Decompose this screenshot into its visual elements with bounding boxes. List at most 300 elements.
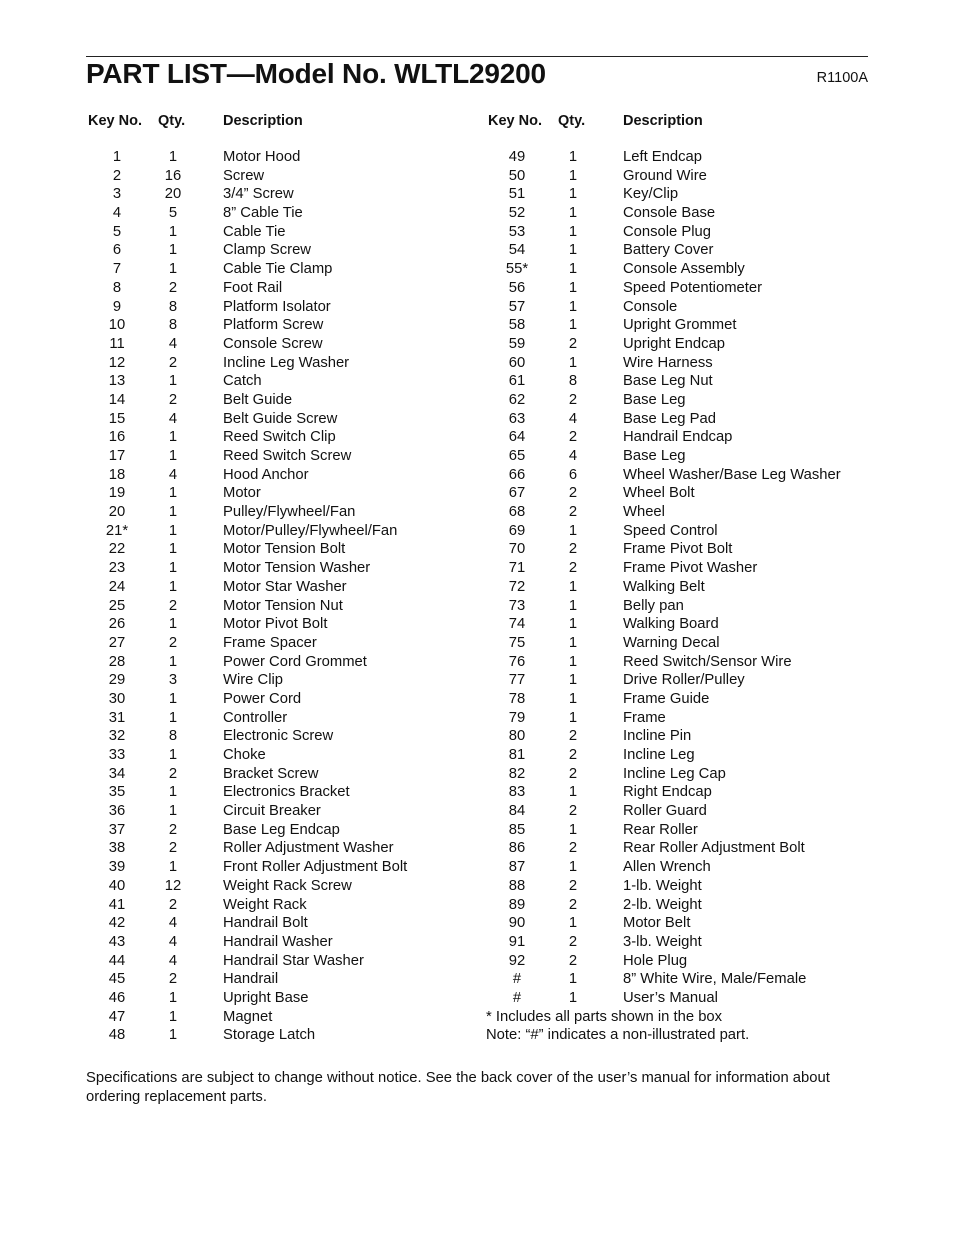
key-no-cell: 50 [508,167,526,184]
description-cell: Console Screw [223,335,323,352]
qty-cell: 1 [568,672,578,689]
qty-cell: 4 [168,915,178,932]
description-cell: Right Endcap [623,784,712,801]
key-no-cell: 35 [108,784,126,801]
description-cell: Motor/Pulley/Flywheel/Fan [223,522,398,539]
parts-rows-right [486,149,876,1009]
description-cell: Magnet [223,1008,273,1025]
part-row [86,934,476,953]
key-no-cell: 58 [508,317,526,334]
part-row [486,579,876,598]
qty-cell: 1 [568,149,578,165]
part-row [86,355,476,374]
key-no-cell: 54 [508,242,526,259]
qty-cell: 2 [568,877,578,894]
description-cell: Motor Pivot Bolt [223,616,328,633]
key-no-cell: 41 [108,896,126,913]
key-no-cell: 33 [108,747,126,763]
part-row [486,747,876,766]
qty-cell: 6 [568,466,578,483]
key-no-cell: 68 [508,504,526,521]
qty-cell: 1 [168,1008,178,1025]
part-row [86,635,476,654]
part-row [486,803,876,822]
key-no-cell: 15 [108,410,126,427]
description-cell: Roller Adjustment Washer [223,840,394,857]
key-no-cell: 45 [108,971,126,988]
description-cell: Walking Board [623,616,719,633]
key-no-cell: 52 [508,205,526,222]
key-no-cell: 87 [508,859,526,876]
description-cell: 3-lb. Weight [623,933,702,950]
qty-cell: 1 [168,747,178,763]
description-cell: Wheel Bolt [623,485,695,502]
part-row [86,168,476,187]
part-row [86,523,476,542]
description-header: Description [223,113,303,129]
key-no-cell: 59 [508,335,526,352]
parts-column-left [86,113,476,1046]
description-cell: Incline Leg Washer [223,354,350,371]
key-no-cell: 5 [112,223,122,240]
key-no-cell: 46 [108,989,126,1006]
key-no-cell: 9 [112,298,122,315]
description-cell: 8” Cable Tie [223,205,303,222]
qty-cell: 2 [168,896,178,913]
key-no-cell: 37 [108,821,126,838]
description-cell: Base Leg Pad [623,410,716,427]
part-row [486,541,876,560]
qty-cell: 2 [568,803,578,820]
qty-cell: 1 [168,560,178,577]
key-no-cell: 51 [508,186,526,203]
qty-cell: 8 [168,728,178,745]
part-row [86,299,476,318]
key-no-cell: 62 [508,391,526,408]
key-no-cell: 39 [108,859,126,876]
document-code: R1100A [816,70,868,86]
part-row [486,766,876,785]
qty-cell: 2 [568,896,578,913]
part-row [486,429,876,448]
key-no-cell: 3 [112,186,122,203]
qty-cell: 1 [568,205,578,222]
qty-cell: 2 [168,765,178,782]
qty-cell: 2 [168,391,178,408]
qty-cell: 1 [168,709,178,726]
qty-cell: 1 [168,242,178,259]
key-no-cell: 25 [108,597,126,614]
description-cell: Frame Spacer [223,634,317,651]
description-cell: Belly pan [623,597,684,614]
description-cell: Motor Tension Nut [223,597,343,614]
qty-cell: 8 [168,317,178,334]
description-cell: Clamp Screw [223,242,311,259]
qty-cell: 2 [168,840,178,857]
description-cell: Handrail Star Washer [223,952,364,969]
part-row [86,915,476,934]
qty-cell: 2 [168,634,178,651]
key-no-cell: 47 [108,1008,126,1025]
non-illustrated-note: Note: “#” indicates a non-illustrated part. [486,1027,750,1044]
qty-header: Qty. [158,113,186,129]
column-header [86,113,476,133]
qty-cell: 1 [168,485,178,502]
qty-cell: 1 [568,859,578,876]
key-no-cell: 72 [508,578,526,595]
key-no-cell: 73 [508,597,526,614]
part-row [86,598,476,617]
key-no-cell: 81 [508,747,526,763]
qty-cell: 1 [168,616,178,633]
part-row [86,859,476,878]
description-cell: Wheel Washer/Base Leg Washer [623,466,841,483]
column-header [486,113,876,133]
part-row [86,411,476,430]
description-cell: Console [623,298,678,315]
qty-cell: 1 [568,167,578,184]
qty-cell: 1 [168,448,178,464]
description-cell: Drive Roller/Pulley [623,672,745,689]
key-no-cell: 18 [108,466,126,483]
qty-cell: 2 [168,821,178,838]
key-no-cell: 67 [508,485,526,502]
qty-cell: 1 [168,989,178,1006]
key-no-cell: 32 [108,728,126,745]
qty-cell: 1 [168,803,178,820]
part-row [486,373,876,392]
description-cell: Frame Guide [623,690,710,707]
qty-cell: 1 [568,317,578,334]
qty-cell: 2 [568,747,578,763]
description-cell: Wire Clip [223,672,284,689]
description-cell: Frame Pivot Bolt [623,541,733,558]
notes [486,1009,876,1046]
key-no-cell: 27 [108,634,126,651]
description-cell: Controller [223,709,288,726]
part-row [486,822,876,841]
key-no-cell: 86 [508,840,526,857]
key-no-cell: 83 [508,784,526,801]
part-row [86,224,476,243]
key-no-cell: 4 [112,205,122,222]
part-row [486,840,876,859]
description-cell: Platform Screw [223,317,324,334]
qty-cell: 4 [168,466,178,483]
description-cell: Base Leg Endcap [223,821,340,838]
part-row [86,541,476,560]
description-cell: Motor Hood [223,149,301,165]
qty-cell: 1 [568,354,578,371]
key-no-cell: 13 [108,373,126,390]
key-no-cell: 1 [112,149,122,165]
key-no-cell: 84 [508,803,526,820]
key-no-cell: 70 [508,541,526,558]
qty-cell: 4 [168,952,178,969]
qty-cell: 20 [164,186,182,203]
part-row [86,897,476,916]
part-row [86,766,476,785]
description-cell: Handrail Bolt [223,915,308,932]
part-row [486,560,876,579]
part-row [486,971,876,990]
key-no-cell: 91 [508,933,526,950]
description-cell: Handrail Endcap [623,429,733,446]
key-no-cell: 80 [508,728,526,745]
part-row [486,336,876,355]
qty-cell: 2 [568,560,578,577]
key-no-cell: 61 [508,373,526,390]
key-no-cell: 6 [112,242,122,259]
key-no-cell: 34 [108,765,126,782]
qty-cell: 2 [168,597,178,614]
part-row [86,336,476,355]
qty-cell: 2 [168,971,178,988]
key-no-cell: 77 [508,672,526,689]
qty-cell: 2 [568,391,578,408]
key-no-header: Key No. [488,113,542,129]
part-row [86,822,476,841]
key-no-cell: 71 [508,560,526,577]
description-cell: Hole Plug [623,952,688,969]
part-row [486,261,876,280]
description-cell: 1-lb. Weight [623,877,702,894]
key-no-cell: 20 [108,504,126,521]
part-row [486,205,876,224]
qty-cell: 1 [568,298,578,315]
description-cell: Warning Decal [623,634,720,651]
description-cell: Console Base [623,205,716,222]
footer-text: Specifications are subject to change without notice. See the back cover of the user’s manual for information about ordering replacement parts. [86,1070,830,1105]
part-row [486,299,876,318]
part-row [86,149,476,168]
part-row [86,803,476,822]
description-cell: Pulley/Flywheel/Fan [223,504,356,521]
qty-cell: 2 [568,952,578,969]
qty-cell: 1 [568,653,578,670]
qty-cell: 1 [568,242,578,259]
key-no-cell: 30 [108,690,126,707]
description-cell: Incline Leg [623,747,695,763]
description-cell: User’s Manual [623,989,718,1006]
qty-cell: 1 [168,859,178,876]
description-cell: Speed Control [623,522,718,539]
part-row [486,186,876,205]
qty-cell: 1 [568,186,578,203]
key-no-cell: 90 [508,915,526,932]
key-no-cell: 79 [508,709,526,726]
qty-cell: 8 [168,298,178,315]
key-no-cell: 53 [508,223,526,240]
description-cell: Weight Rack [223,896,307,913]
part-row [86,448,476,467]
qty-cell: 2 [568,485,578,502]
description-cell: Incline Leg Cap [623,765,726,782]
description-cell: Cable Tie [223,223,286,240]
qty-cell: 1 [168,261,178,278]
part-row [86,560,476,579]
qty-cell: 4 [568,410,578,427]
qty-cell: 2 [568,840,578,857]
key-no-cell: 65 [508,448,526,464]
key-no-cell: 21* [105,522,129,539]
part-row [486,953,876,972]
part-row [86,242,476,261]
description-cell: Motor Tension Bolt [223,541,346,558]
part-row [86,1009,476,1028]
part-row [86,971,476,990]
qty-cell: 8 [568,373,578,390]
description-cell: Left Endcap [623,149,702,165]
part-row [486,317,876,336]
qty-cell: 1 [568,989,578,1006]
description-cell: Cable Tie Clamp [223,261,333,278]
qty-cell: 4 [168,933,178,950]
part-row [486,485,876,504]
key-no-cell: 17 [108,448,126,464]
key-no-cell: 22 [108,541,126,558]
key-no-cell: 48 [108,1027,126,1044]
description-cell: Electronic Screw [223,728,334,745]
description-cell: Handrail Washer [223,933,333,950]
qty-cell: 1 [568,522,578,539]
description-cell: Upright Endcap [623,335,725,352]
qty-cell: 1 [568,634,578,651]
description-cell: Base Leg Nut [623,373,713,390]
description-cell: Roller Guard [623,803,707,820]
part-row [86,205,476,224]
qty-cell: 1 [568,279,578,296]
key-no-cell: 66 [508,466,526,483]
part-row [86,579,476,598]
part-row [486,672,876,691]
part-row [486,859,876,878]
description-cell: Catch [223,373,262,390]
part-row [86,747,476,766]
description-cell: Foot Rail [223,279,283,296]
part-row [486,784,876,803]
top-rule [86,56,868,57]
key-no-cell: 23 [108,560,126,577]
description-cell: 2-lb. Weight [623,896,702,913]
key-no-cell: 69 [508,522,526,539]
key-no-cell: 57 [508,298,526,315]
qty-cell: 1 [168,504,178,521]
description-cell: Reed Switch/Sensor Wire [623,653,792,670]
description-cell: Wheel [623,504,665,521]
key-no-cell: 14 [108,391,126,408]
description-cell: Platform Isolator [223,298,331,315]
part-row [486,523,876,542]
part-row [486,392,876,411]
qty-cell: 1 [168,373,178,390]
part-row [86,710,476,729]
description-header: Description [623,113,703,129]
qty-cell: 4 [168,410,178,427]
part-row [86,504,476,523]
part-row [86,654,476,673]
description-cell: Electronics Bracket [223,784,350,801]
part-row [86,691,476,710]
part-row [486,149,876,168]
description-cell: Circuit Breaker [223,803,321,820]
key-no-cell: 89 [508,896,526,913]
part-row [486,242,876,261]
description-cell: Base Leg [623,391,686,408]
description-cell: Speed Potentiometer [623,279,763,296]
key-no-cell: 60 [508,354,526,371]
description-cell: Belt Guide Screw [223,410,338,427]
description-cell: Incline Pin [623,728,692,745]
description-cell: Wire Harness [623,354,713,371]
key-no-cell: 36 [108,803,126,820]
part-row [486,280,876,299]
qty-cell: 2 [568,728,578,745]
key-no-cell: 49 [508,149,526,165]
part-row [86,672,476,691]
key-no-cell: 43 [108,933,126,950]
qty-cell: 1 [168,578,178,595]
key-no-cell: 16 [108,429,126,446]
part-row [486,616,876,635]
key-no-header: Key No. [88,113,142,129]
description-cell: Battery Cover [623,242,714,259]
qty-cell: 1 [168,1027,178,1044]
qty-cell: 1 [568,616,578,633]
part-row [486,728,876,747]
part-row [86,840,476,859]
key-no-cell: 24 [108,578,126,595]
part-row [86,429,476,448]
part-row [486,915,876,934]
qty-cell: 1 [168,541,178,558]
qty-cell: 2 [568,541,578,558]
description-cell: Ground Wire [623,167,707,184]
qty-cell: 1 [568,578,578,595]
qty-cell: 12 [164,877,182,894]
description-cell: Rear Roller Adjustment Bolt [623,840,805,857]
key-no-cell: 29 [108,672,126,689]
description-cell: Walking Belt [623,578,705,595]
qty-cell: 2 [168,279,178,296]
key-no-cell: 7 [112,261,122,278]
part-row [86,373,476,392]
key-no-cell: 26 [108,616,126,633]
description-cell: Hood Anchor [223,466,309,483]
description-cell: Frame Pivot Washer [623,560,758,577]
part-row [486,168,876,187]
description-cell: Choke [223,747,266,763]
qty-cell: 1 [568,223,578,240]
description-cell: Storage Latch [223,1027,316,1044]
qty-cell: 1 [168,784,178,801]
qty-cell: 4 [168,335,178,352]
key-no-cell: 88 [508,877,526,894]
part-row [86,990,476,1009]
part-row [486,355,876,374]
qty-cell: 1 [568,784,578,801]
part-row [486,878,876,897]
qty-cell: 1 [168,429,178,446]
key-no-cell: 28 [108,653,126,670]
key-no-cell: 10 [108,317,126,334]
part-row [86,878,476,897]
key-no-cell: 11 [109,335,125,352]
description-cell: Rear Roller [623,821,698,838]
key-no-cell: # [512,971,522,988]
qty-cell: 2 [568,335,578,352]
part-row [486,504,876,523]
